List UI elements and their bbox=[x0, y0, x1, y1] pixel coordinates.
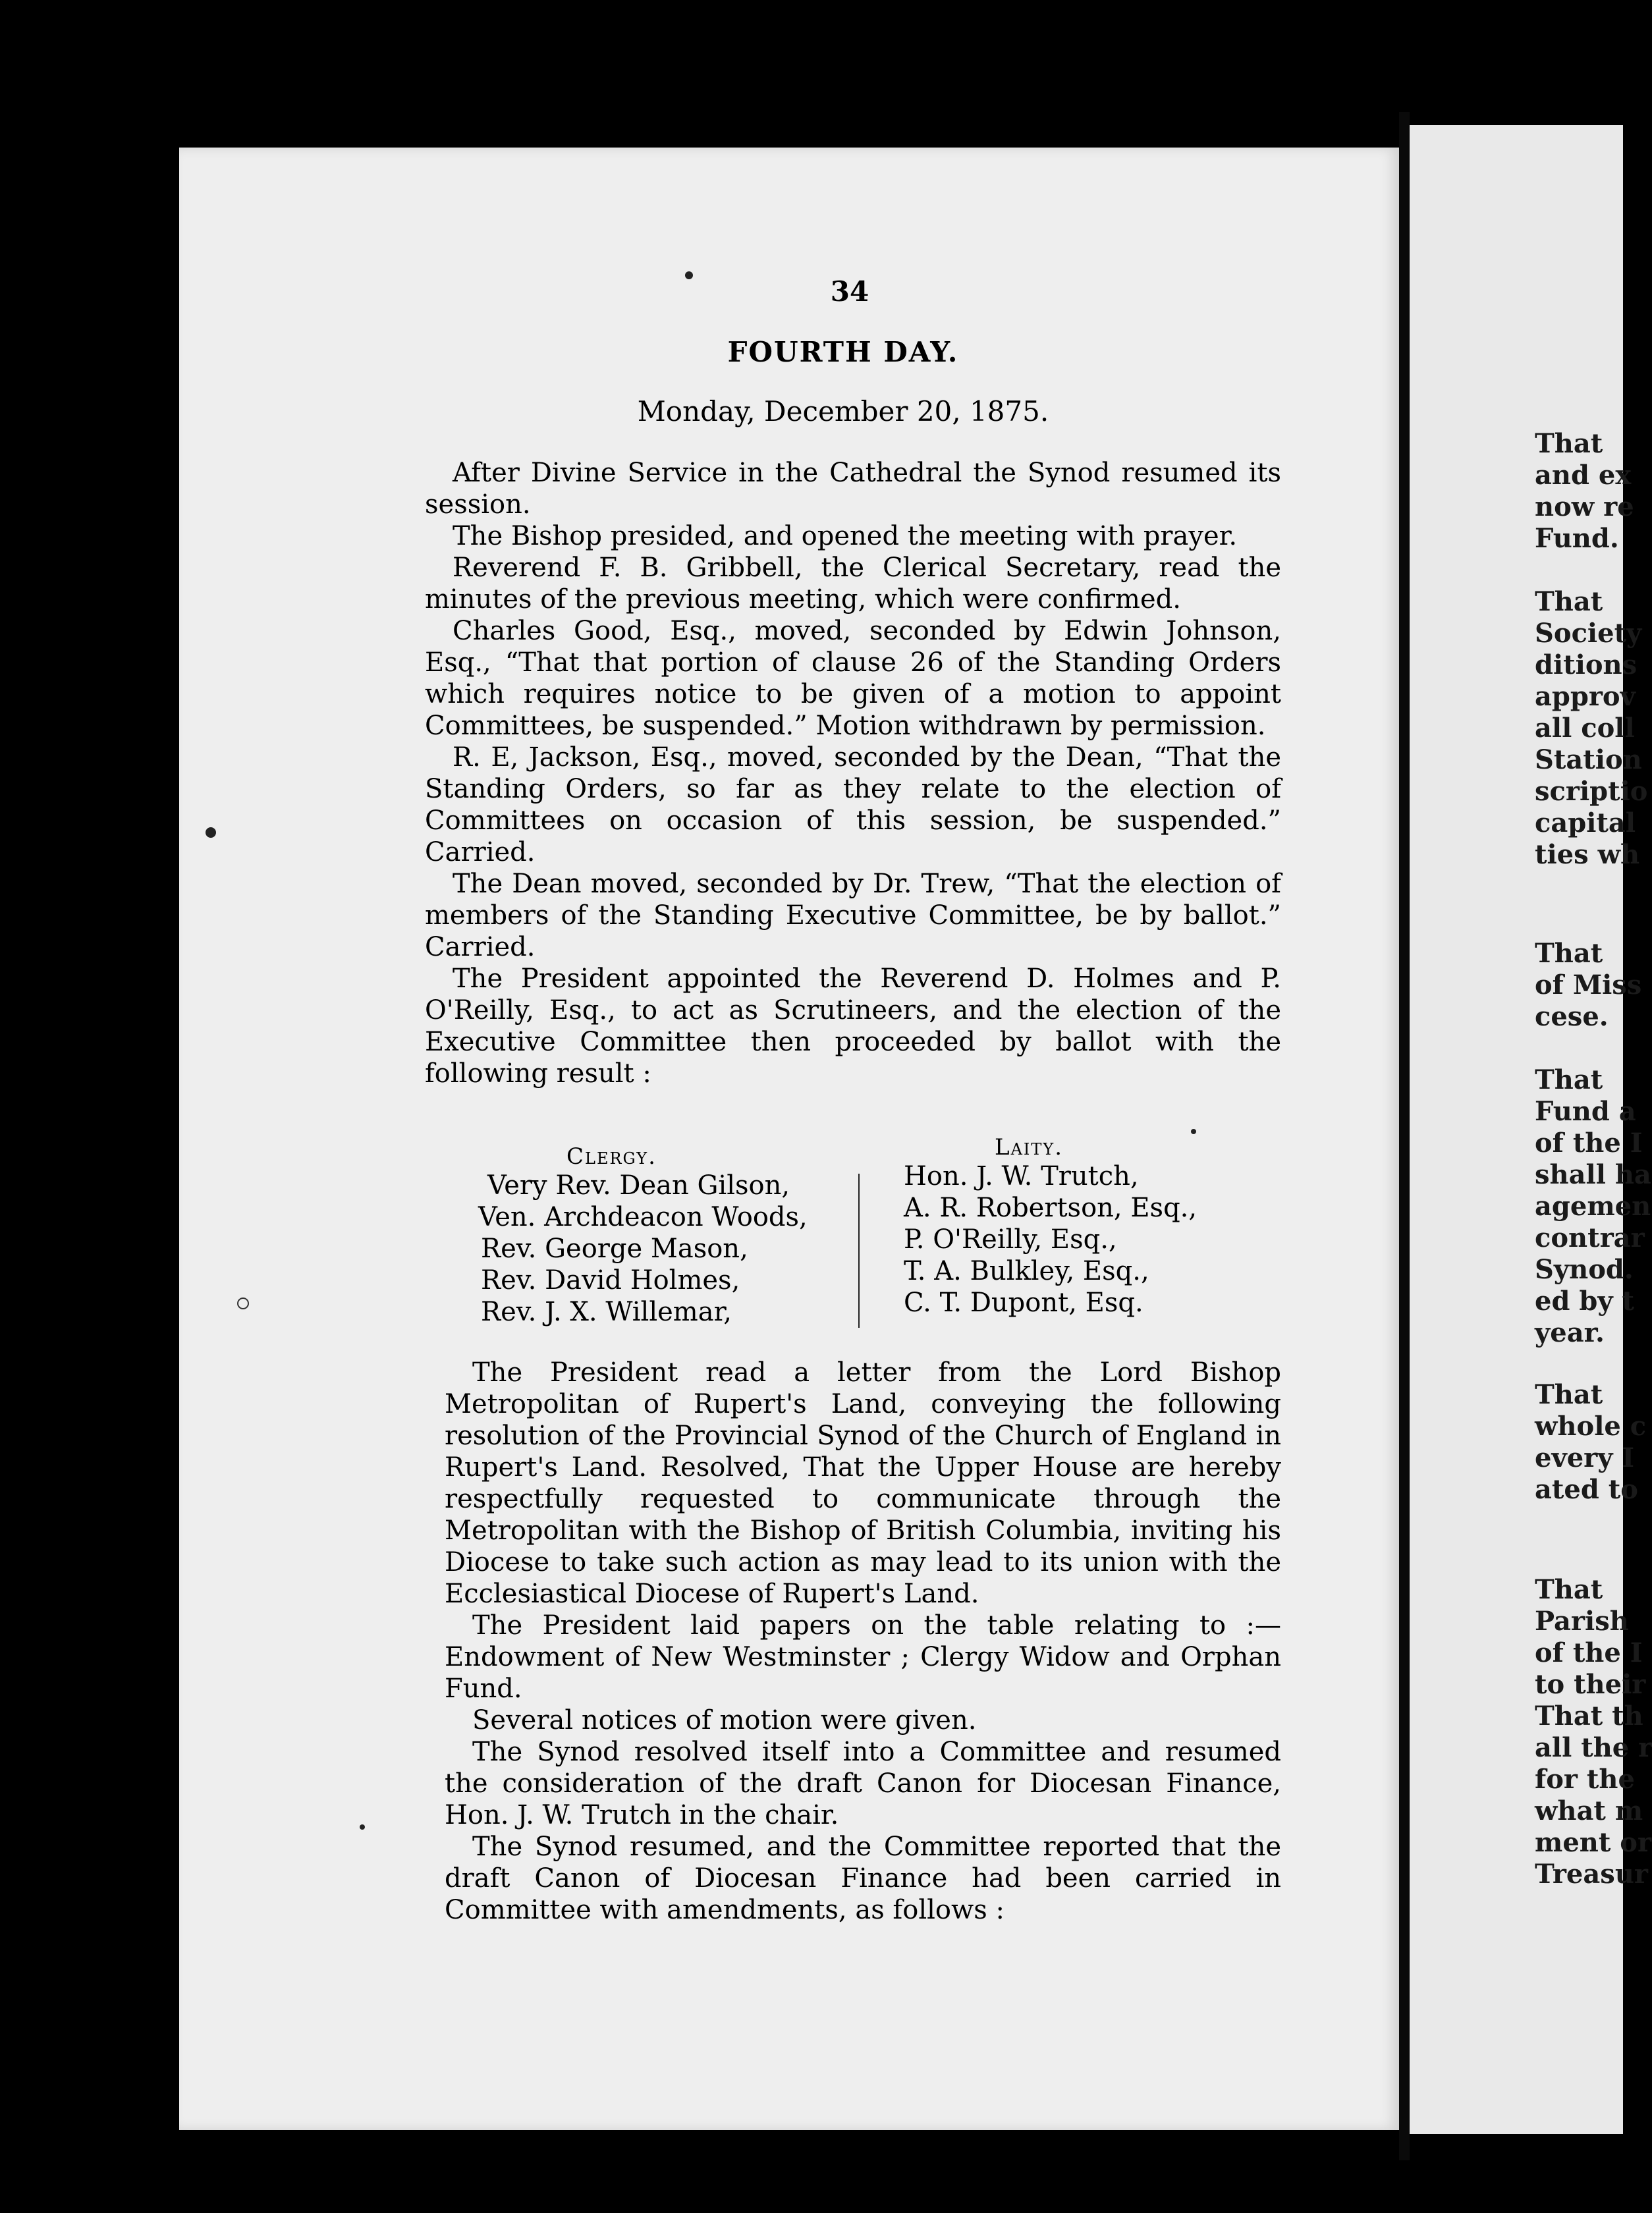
paragraph-scrutineers: The President appointed the Reverend D. Holmes and P. O'Reilly, Esq., to act as Scrutineers, and the election of the Executive Committee then proceeded by ballot with the following result : bbox=[425, 964, 1281, 1089]
right-page-line: Fund a bbox=[1535, 1096, 1636, 1127]
laity-member: A. R. Robertson, Esq., bbox=[904, 1193, 1198, 1223]
right-page-line: shall ha bbox=[1535, 1159, 1651, 1190]
day-title: FOURTH DAY. bbox=[727, 336, 959, 368]
ink-speck bbox=[206, 827, 216, 838]
laity-heading: Laity. bbox=[995, 1134, 1064, 1161]
laity-member: Hon. J. W. Trutch, bbox=[904, 1161, 1139, 1191]
right-page-line: and ex bbox=[1535, 460, 1632, 491]
right-page-line: approv bbox=[1535, 681, 1636, 712]
paragraph-divine-service: After Divine Service in the Cathedral the Synod resumed its session. bbox=[425, 458, 1281, 520]
paragraph-minutes: Reverend F. B. Gribbell, the Clerical Secretary, read the minutes of the previous meeting, which were confirmed. bbox=[425, 553, 1281, 615]
right-page-line: to their bbox=[1535, 1669, 1646, 1700]
paragraph-notices: Several notices of motion were given. bbox=[472, 1705, 977, 1735]
right-page-line: That bbox=[1535, 1379, 1603, 1410]
right-page-line: Society bbox=[1535, 618, 1642, 649]
clergy-member: Ven. Archdeacon Woods, bbox=[478, 1202, 808, 1232]
right-page-line: Fund. bbox=[1535, 523, 1619, 554]
paragraph-dean-motion: The Dean moved, seconded by Dr. Trew, “That the election of members of the Standing Executive Committee, be by ballot.” Carried. bbox=[425, 869, 1281, 962]
right-page-line: ment or bbox=[1535, 1827, 1652, 1858]
right-page-line: year. bbox=[1535, 1317, 1605, 1348]
right-page-line: ated to bbox=[1535, 1474, 1638, 1505]
right-page-line: That th bbox=[1535, 1701, 1643, 1732]
paragraph-metropolitan-letter: The President read a letter from the Lord Bishop Metropolitan of Rupert's Land, conveying the following resolution of the Provincial Synod of the Church of England in Rupert's Land. Resolved, That the Upper House are hereby respectfully requested to communicate through the Metropolitan with the Bishop of British Columbia, inviting his Diocese to take such action as may lead to its union with the Ecclesiastical Diocese of Rupert's Land. bbox=[445, 1357, 1281, 1609]
right-page-line: agemen bbox=[1535, 1191, 1651, 1222]
right-page-line: ed by t bbox=[1535, 1286, 1634, 1317]
right-page-text-block-3 bbox=[1535, 938, 1640, 1033]
paragraph-charles-good-motion: Charles Good, Esq., moved, seconded by Edwin Johnson, Esq., “That that portion of clause 26 of the Standing Orders which requires notice to be given of a motion to appoint Committees, be suspended.” Motion withdrawn by permission. bbox=[425, 616, 1281, 741]
right-page-line: That bbox=[1535, 1574, 1603, 1605]
right-page-line: That bbox=[1535, 1064, 1603, 1095]
clergy-member: Rev. J. X. Willemar, bbox=[481, 1297, 732, 1327]
clergy-heading: Clergy. bbox=[566, 1143, 657, 1170]
right-page-line: contrar bbox=[1535, 1222, 1645, 1253]
paragraph-bishop-presided: The Bishop presided, and opened the meeting with prayer. bbox=[453, 521, 1238, 551]
right-page-line: cese. bbox=[1535, 1001, 1609, 1032]
right-page-line: That bbox=[1535, 938, 1603, 969]
right-page-line: That bbox=[1535, 586, 1603, 617]
laity-member: T. A. Bulkley, Esq., bbox=[904, 1256, 1149, 1286]
right-page-line: of Miss bbox=[1535, 970, 1642, 1000]
right-page-line: Station bbox=[1535, 744, 1642, 775]
book-gutter bbox=[1399, 112, 1410, 2160]
paragraph-synod-resumed: The Synod resumed, and the Committee reported that the draft Canon of Diocesan Finance had been carried in Committee with amendments, as follows : bbox=[445, 1832, 1281, 1925]
right-page-line: for the bbox=[1535, 1764, 1635, 1795]
right-page-line: now re bbox=[1535, 491, 1634, 522]
ink-speck bbox=[360, 1824, 365, 1830]
right-page-line: of the I bbox=[1535, 1128, 1643, 1159]
right-page-line: ties wh bbox=[1535, 839, 1640, 870]
paragraph-jackson-motion: R. E, Jackson, Esq., moved, seconded by the Dean, “That the Standing Orders, so far as they relate to the election of Committees on occasion of this session, be suspended.” Carried. bbox=[425, 742, 1281, 867]
date-line: Monday, December 20, 1875. bbox=[637, 395, 1049, 427]
laity-list bbox=[904, 1161, 1197, 1319]
right-page-line: all the r bbox=[1535, 1732, 1652, 1763]
ink-speck bbox=[685, 271, 693, 279]
column-divider bbox=[858, 1174, 860, 1328]
right-page-text-block-2 bbox=[1535, 586, 1648, 871]
right-page-line: whole c bbox=[1535, 1411, 1647, 1442]
clergy-list bbox=[478, 1170, 808, 1328]
right-page-line: Treasur bbox=[1535, 1859, 1648, 1890]
right-page-line: of the I bbox=[1535, 1637, 1643, 1668]
right-page-text-block-6 bbox=[1535, 1574, 1652, 1890]
right-page-line: every I bbox=[1535, 1442, 1635, 1473]
right-page-text-block-5 bbox=[1535, 1379, 1647, 1506]
page-number: 34 bbox=[830, 275, 869, 308]
right-page-text-block-1 bbox=[1535, 428, 1640, 555]
right-page-text-block-4 bbox=[1535, 1064, 1651, 1349]
right-page-line: all coll bbox=[1535, 713, 1635, 744]
right-page-line: capital bbox=[1535, 807, 1636, 838]
paragraph-committee: The Synod resolved itself into a Committee and resumed the consideration of the draft Canon for Diocesan Finance, Hon. J. W. Trutch in the chair. bbox=[445, 1737, 1281, 1830]
right-page-line: That bbox=[1535, 428, 1603, 459]
right-page-line: scriptio bbox=[1535, 776, 1648, 807]
clergy-member: Very Rev. Dean Gilson, bbox=[487, 1170, 790, 1201]
clergy-member: Rev. David Holmes, bbox=[481, 1265, 740, 1296]
right-page-line: what m bbox=[1535, 1795, 1643, 1826]
laity-member: C. T. Dupont, Esq. bbox=[904, 1288, 1143, 1318]
laity-member: P. O'Reilly, Esq., bbox=[904, 1224, 1117, 1255]
ink-speck bbox=[1191, 1129, 1196, 1134]
paragraph-laid-papers: The President laid papers on the table relating to :—Endowment of New Westminster ; Clergy Widow and Orphan Fund. bbox=[445, 1610, 1281, 1704]
right-page-line: Synod. bbox=[1535, 1254, 1634, 1285]
ink-speck bbox=[237, 1298, 249, 1309]
right-page-line: Parish bbox=[1535, 1606, 1629, 1637]
clergy-member: Rev. George Mason, bbox=[481, 1234, 748, 1264]
right-page-line: ditions bbox=[1535, 649, 1638, 680]
